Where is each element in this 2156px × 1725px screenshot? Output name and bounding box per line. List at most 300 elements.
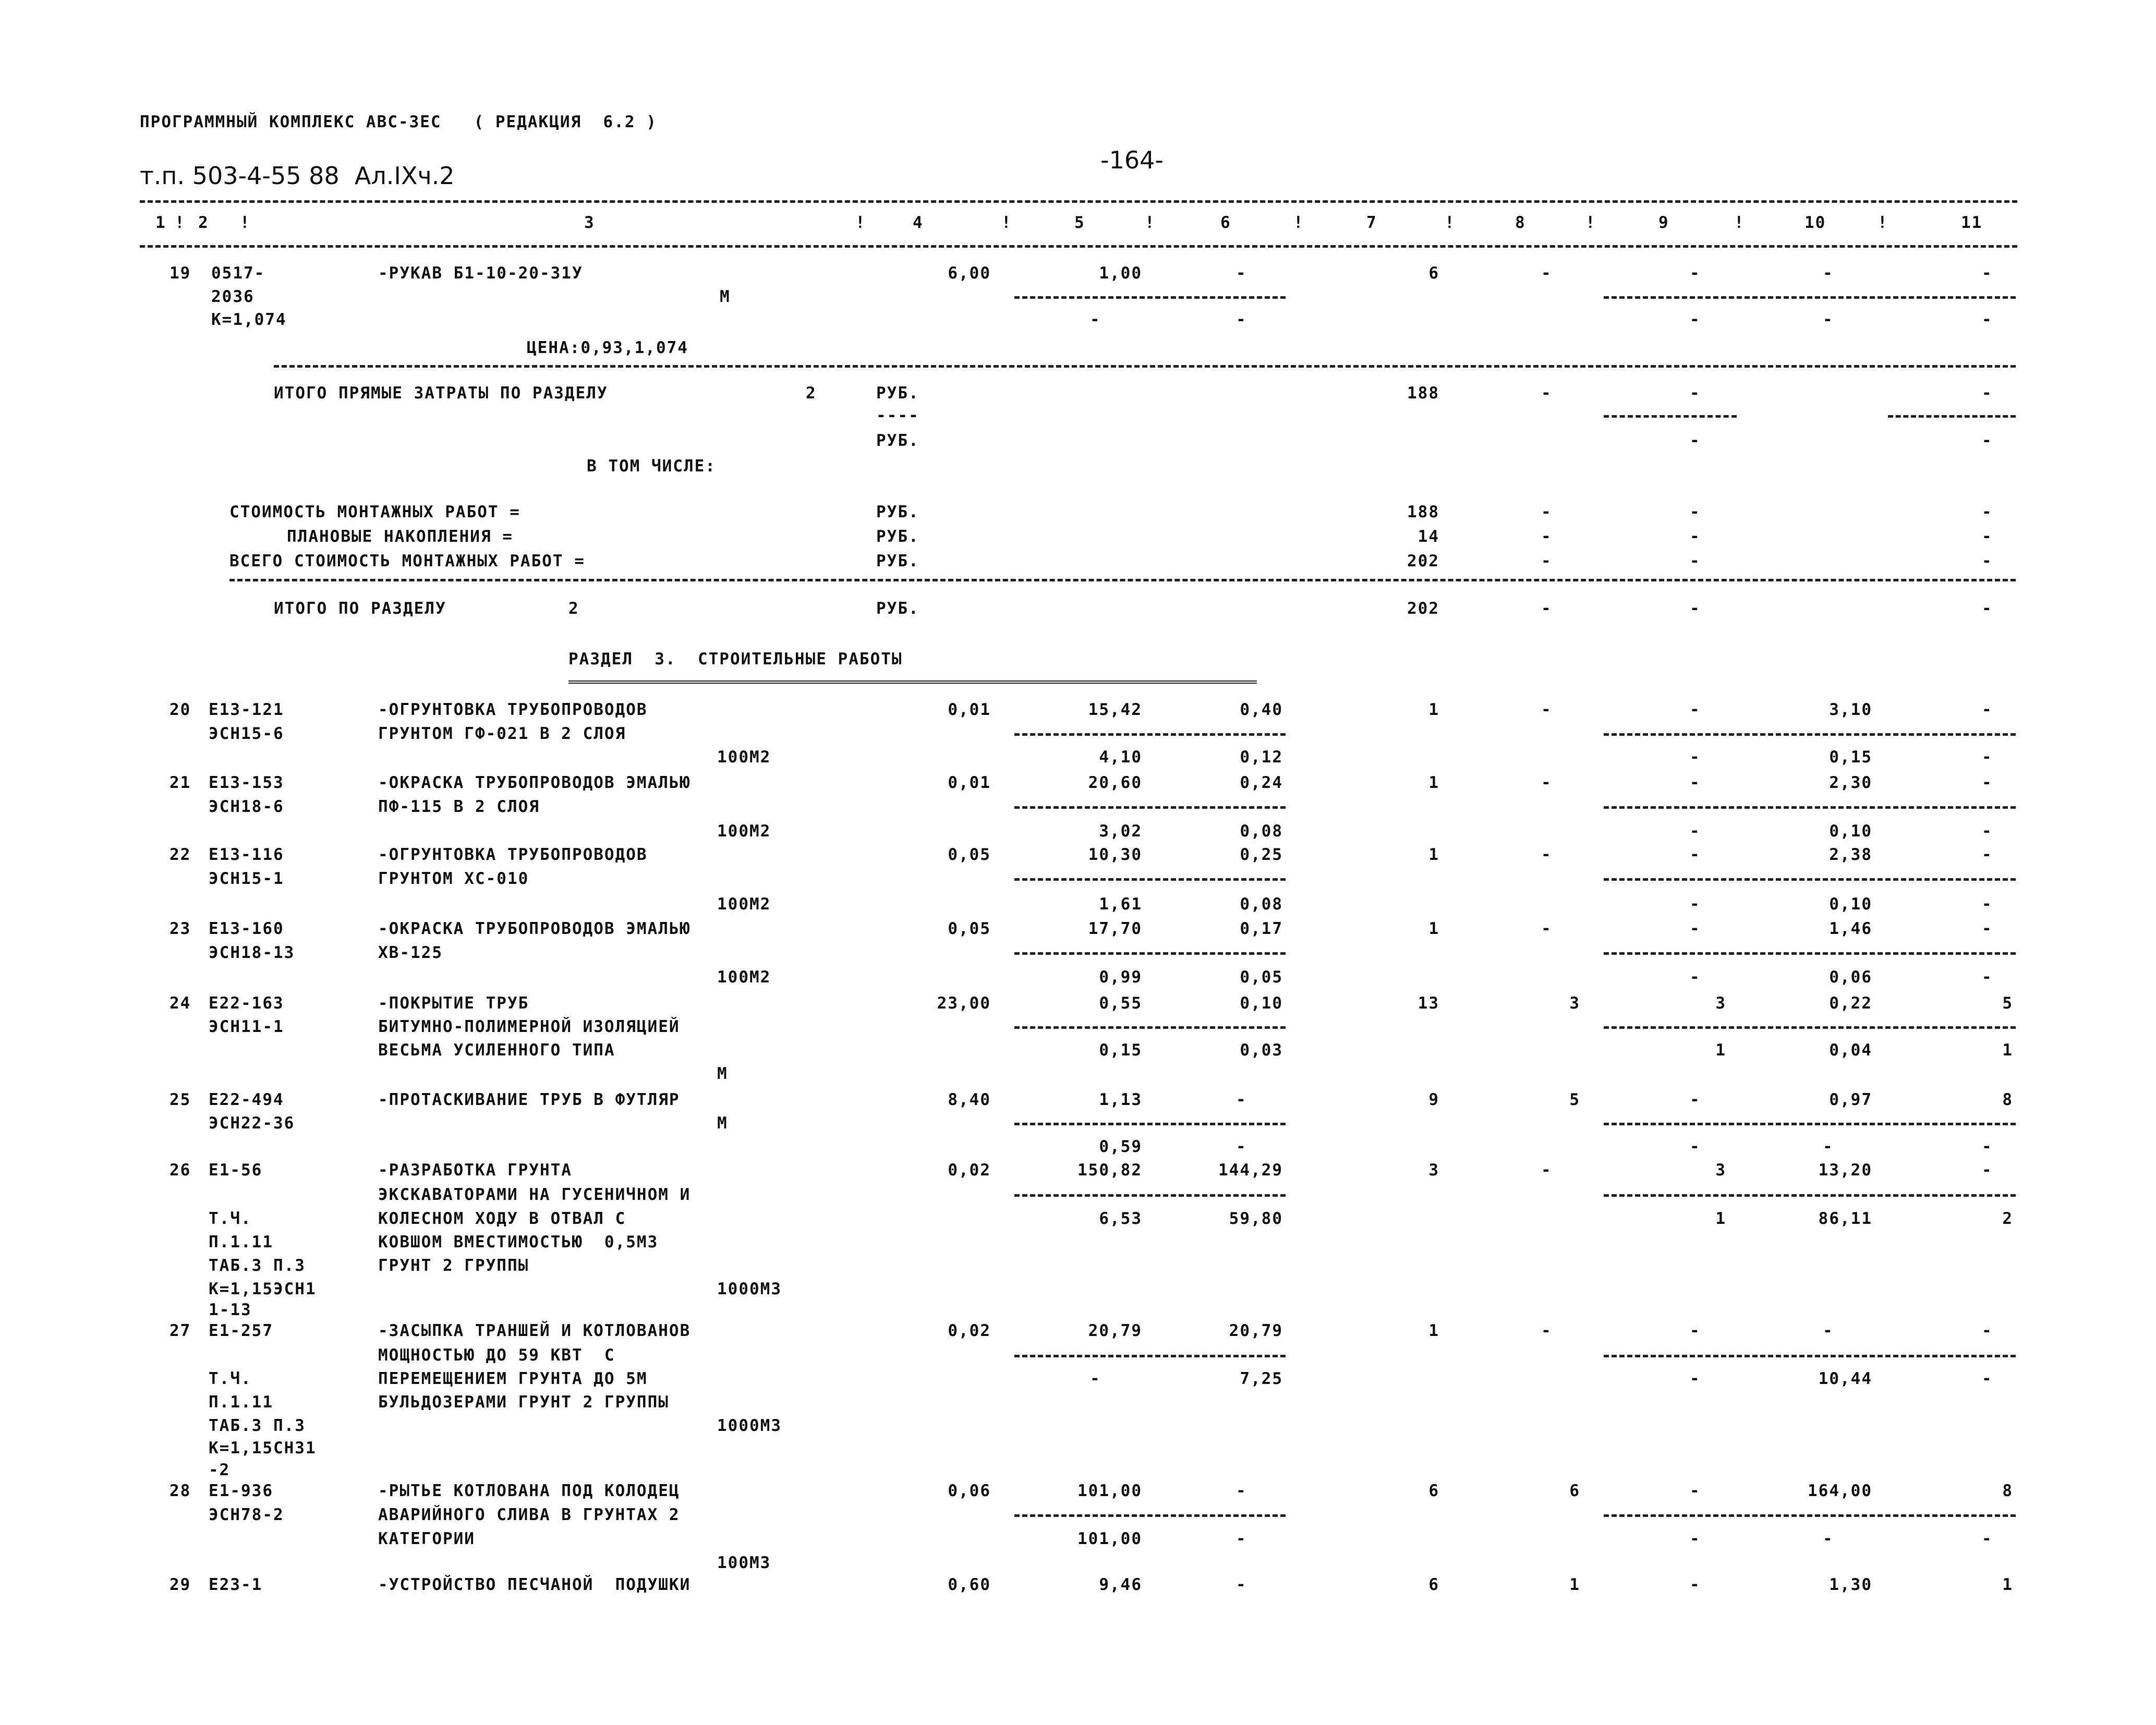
row-c10b: 0,06 xyxy=(1829,968,1872,987)
row-c6: 144,29 xyxy=(1218,1161,1283,1180)
col-header-5: 5 xyxy=(1074,213,1085,232)
row-c5: 9,46 xyxy=(1099,1575,1142,1594)
row-code: Е13-153 xyxy=(209,773,284,792)
row-c10: 2,30 xyxy=(1829,773,1872,792)
row-code2: ЭСН78-2 xyxy=(209,1505,284,1524)
row-qty: 8,40 xyxy=(948,1090,991,1109)
row-c9b: - xyxy=(1690,748,1701,767)
row-c8: - xyxy=(1541,1321,1552,1340)
divider xyxy=(229,579,2016,581)
row-name: -ОГРУНТОВКА ТРУБОПРОВОДОВ xyxy=(378,700,648,719)
row-name: -ЗАСЫПКА ТРАНШЕЙ И КОТЛОВАНОВ xyxy=(378,1321,691,1340)
row-c6b: - xyxy=(1236,310,1247,329)
row-c5b: 4,10 xyxy=(1099,748,1142,767)
row-qty: 0,05 xyxy=(948,919,991,938)
cell-divider xyxy=(1604,1194,2016,1197)
row-c8: 5 xyxy=(1569,1090,1580,1109)
row-c10b: - xyxy=(1823,1529,1834,1548)
row-num: 26 xyxy=(169,1161,191,1180)
row-code2: ЭСН18-13 xyxy=(209,943,295,962)
sum-c9: - xyxy=(1690,503,1701,521)
row-c6b: - xyxy=(1236,1137,1247,1156)
sum-unit: РУБ. xyxy=(876,527,919,546)
cell-divider xyxy=(1014,296,1286,299)
row-name4: БУЛЬДОЗЕРАМИ ГРУНТ 2 ГРУППЫ xyxy=(378,1393,669,1412)
row-c7: 1 xyxy=(1428,700,1439,719)
cell-divider xyxy=(1014,1355,1286,1357)
sum-c8: - xyxy=(1541,503,1552,521)
section-underline xyxy=(568,681,1257,684)
sum-label: ПЛАНОВЫЕ НАКОПЛЕНИЯ = xyxy=(287,527,513,546)
row-c10b: 10,44 xyxy=(1818,1369,1872,1388)
row-code2: ЭСН15-1 xyxy=(209,869,284,888)
total-c7: 188 xyxy=(1407,384,1439,403)
row-num: 24 xyxy=(169,994,191,1013)
row-num: 22 xyxy=(169,845,191,864)
cell-divider xyxy=(1604,1514,2016,1517)
row-c5: 15,42 xyxy=(1088,700,1142,719)
row-name2: БИТУМНО-ПОЛИМЕРНОЙ ИЗОЛЯЦИЕЙ xyxy=(378,1017,680,1036)
row-c10: 13,20 xyxy=(1818,1161,1872,1180)
row-c7: 1 xyxy=(1428,845,1439,864)
row-c6b: 59,80 xyxy=(1229,1209,1283,1228)
total-c9: - xyxy=(1690,384,1701,403)
row-code2: ЭСН22-36 xyxy=(209,1114,295,1133)
col-sep: ! xyxy=(175,213,186,232)
row-name2: МОЩНОСТЬЮ ДО 59 КВТ С xyxy=(378,1346,615,1365)
row-c6b: 7,25 xyxy=(1240,1369,1283,1388)
row-c11b: - xyxy=(1982,1369,1993,1388)
cell-divider xyxy=(1604,952,2016,955)
row-code: Е22-163 xyxy=(209,994,284,1013)
row-c9: - xyxy=(1690,1575,1701,1594)
row-c6: - xyxy=(1236,1090,1247,1109)
row-name: -РЫТЬЕ КОТЛОВАНА ПОД КОЛОДЕЦ xyxy=(378,1481,680,1500)
col-header-11: 11 xyxy=(1961,213,1983,232)
row-name: -УСТРОЙСТВО ПЕСЧАНОЙ ПОДУШКИ xyxy=(378,1575,691,1594)
row-c10b: 0,10 xyxy=(1829,822,1872,841)
total-unit: РУБ. xyxy=(876,384,919,403)
row-c11b: - xyxy=(1982,310,1993,329)
cell-divider xyxy=(1604,878,2016,881)
col-sep: ! xyxy=(1001,213,1012,232)
sum-c7: 14 xyxy=(1418,527,1439,546)
row-name5: ГРУНТ 2 ГРУППЫ xyxy=(378,1256,529,1275)
col-sep: ! xyxy=(1585,213,1596,232)
row-code: Е1-936 xyxy=(209,1481,273,1500)
cell-divider xyxy=(1604,1026,2016,1029)
col-sep: ! xyxy=(1445,213,1456,232)
row-c6b: - xyxy=(1236,1529,1247,1548)
row-code2: 2036 xyxy=(211,287,255,306)
row-c10: - xyxy=(1823,1321,1834,1340)
row-c8: 3 xyxy=(1569,994,1580,1013)
total-unit: РУБ. xyxy=(876,599,919,618)
row-c5: 17,70 xyxy=(1088,919,1142,938)
row-code: Е1-56 xyxy=(209,1161,263,1180)
row-name3: КОЛЕСНОМ ХОДУ В ОТВАЛ С xyxy=(378,1209,626,1228)
row-qty: 0,02 xyxy=(948,1321,991,1340)
sum-c9: - xyxy=(1690,552,1701,570)
row-code4: ТАБ.3 П.3 xyxy=(209,1416,306,1435)
row-qty: 23,00 xyxy=(937,994,991,1013)
col-sep: ! xyxy=(1734,213,1745,232)
row-qty: 0,60 xyxy=(948,1575,991,1594)
total-c9: - xyxy=(1690,599,1701,618)
cell-divider xyxy=(1014,1514,1286,1517)
row-c5: 20,79 xyxy=(1088,1321,1142,1340)
section-heading: РАЗДЕЛ 3. СТРОИТЕЛЬНЫЕ РАБОТЫ xyxy=(568,650,903,669)
row-code: 0517- xyxy=(211,264,265,283)
row-c11: - xyxy=(1982,845,1993,864)
row-c10: 2,38 xyxy=(1829,845,1872,864)
row-c7: 6 xyxy=(1428,1481,1439,1500)
row-code2: ЭСН18-6 xyxy=(209,797,284,816)
row-name: -РУКАВ Б1-10-20-31У xyxy=(378,264,583,283)
row-c11b: 2 xyxy=(2002,1209,2013,1228)
row-unit: 1000М3 xyxy=(717,1416,782,1435)
col-sep: ! xyxy=(855,213,866,232)
row-code4: ТАБ.3 П.3 xyxy=(209,1256,306,1275)
row-name: -ОКРАСКА ТРУБОПРОВОДОВ ЭМАЛЬЮ xyxy=(378,919,691,938)
row-num: 19 xyxy=(169,264,191,283)
row-name3: КАТЕГОРИИ xyxy=(378,1529,475,1548)
row-c7: 9 xyxy=(1428,1090,1439,1109)
row-c11b: - xyxy=(1982,1137,1993,1156)
row-c6: - xyxy=(1236,1481,1247,1500)
row-c6: 0,17 xyxy=(1240,919,1283,938)
row-name2: ГРУНТОМ ХС-010 xyxy=(378,869,529,888)
row-name: -ПРОТАСКИВАНИЕ ТРУБ В ФУТЛЯР xyxy=(378,1090,680,1109)
cell-divider xyxy=(1014,1194,1286,1197)
cell-divider xyxy=(1014,1123,1286,1125)
row-c8: 6 xyxy=(1569,1481,1580,1500)
sum-label: ВСЕГО СТОИМОСТЬ МОНТАЖНЫХ РАБОТ = xyxy=(229,552,585,570)
row-c11: - xyxy=(1982,1161,1993,1180)
col-header-10: 10 xyxy=(1804,213,1826,232)
row-c10b: - xyxy=(1823,310,1834,329)
row-c9: 3 xyxy=(1715,1161,1726,1180)
cell-divider xyxy=(1014,952,1286,955)
row-c9b: - xyxy=(1690,822,1701,841)
row-c5: 10,30 xyxy=(1088,845,1142,864)
col-header-2: 2 xyxy=(198,213,209,232)
row-c10: - xyxy=(1823,264,1834,283)
row-c5: 150,82 xyxy=(1077,1161,1142,1180)
total-c7: 202 xyxy=(1407,599,1439,618)
row-c9b: - xyxy=(1690,1369,1701,1388)
sum-c8: - xyxy=(1541,527,1552,546)
row-unit: М xyxy=(717,1114,728,1133)
sum-c11: - xyxy=(1982,503,1993,521)
row-c6b: 0,12 xyxy=(1240,748,1283,767)
row-c10: 164,00 xyxy=(1808,1481,1872,1500)
cell-divider xyxy=(1014,733,1286,736)
row-name: -ПОКРЫТИЕ ТРУБ xyxy=(378,994,529,1013)
divider xyxy=(274,365,2016,368)
cell-divider xyxy=(1604,733,2016,736)
cell-divider xyxy=(1604,296,2016,299)
row-qty: 0,01 xyxy=(948,700,991,719)
row-c11: - xyxy=(1982,773,1993,792)
row-qty: 0,02 xyxy=(948,1161,991,1180)
row-num: 25 xyxy=(169,1090,191,1109)
row-num: 20 xyxy=(169,700,191,719)
row-c5b: 0,15 xyxy=(1099,1041,1142,1060)
row-unit: 100М2 xyxy=(717,748,771,767)
cell-divider xyxy=(1014,806,1286,809)
row-c10: 0,22 xyxy=(1829,994,1872,1013)
row-c5b: 6,53 xyxy=(1099,1209,1142,1228)
row-c5b: 0,99 xyxy=(1099,968,1142,987)
row-c6: 20,79 xyxy=(1229,1321,1283,1340)
row-num: 21 xyxy=(169,773,191,792)
row-unit: 100М2 xyxy=(717,968,771,987)
row-code: Е13-160 xyxy=(209,919,284,938)
row-c7: 1 xyxy=(1428,919,1439,938)
row-c5b: 3,02 xyxy=(1099,822,1142,841)
doc-reference: т.п. 503-4-55 88 Ал.IXч.2 xyxy=(140,162,455,190)
row-code5: К=1,15ЭСН1 xyxy=(209,1280,317,1298)
total-label: ИТОГО ПРЯМЫЕ ЗАТРАТЫ ПО РАЗДЕЛУ xyxy=(274,384,608,403)
row-qty: 0,01 xyxy=(948,773,991,792)
row-c5b: 101,00 xyxy=(1077,1529,1142,1548)
row-c10b: - xyxy=(1823,1137,1834,1156)
row-c5: 1,13 xyxy=(1099,1090,1142,1109)
col-sep: ! xyxy=(1145,213,1156,232)
col-sep: ! xyxy=(1293,213,1304,232)
cell-divider xyxy=(1604,415,1737,418)
row-c11: - xyxy=(1982,1321,1993,1340)
row-c9b: 1 xyxy=(1715,1041,1726,1060)
col-header-4: 4 xyxy=(913,213,924,232)
row-unit: 100М3 xyxy=(717,1553,771,1572)
cell-divider xyxy=(1888,415,2016,418)
total-unit-dash: ---- xyxy=(876,406,919,425)
row-c9b: 1 xyxy=(1715,1209,1726,1228)
total-c9b: - xyxy=(1690,431,1701,450)
sum-label: СТОИМОСТЬ МОНТАЖНЫХ РАБОТ = xyxy=(229,503,520,521)
row-c5b: - xyxy=(1090,1369,1101,1388)
row-c11: 5 xyxy=(2002,994,2013,1013)
row-c7: 1 xyxy=(1428,1321,1439,1340)
row-c9: - xyxy=(1690,264,1701,283)
row-code3: П.1.11 xyxy=(209,1233,273,1252)
row-code6: 1-13 xyxy=(209,1301,252,1319)
row-unit: 100М2 xyxy=(717,895,771,914)
col-sep: ! xyxy=(1878,213,1888,232)
row-c6b: 0,05 xyxy=(1240,968,1283,987)
row-code3: П.1.11 xyxy=(209,1393,273,1412)
price-line: ЦЕНА:0,93,1,074 xyxy=(527,338,688,357)
total-c11b: - xyxy=(1982,431,1993,450)
row-c5: 0,55 xyxy=(1099,994,1142,1013)
row-c11: 8 xyxy=(2002,1090,2013,1109)
col-header-9: 9 xyxy=(1658,213,1669,232)
row-c11: - xyxy=(1982,700,1993,719)
row-c9b: - xyxy=(1690,310,1701,329)
row-name3: ВЕСЬМА УСИЛЕННОГО ТИПА xyxy=(378,1041,615,1060)
row-name2: ЭКСКАВАТОРАМИ НА ГУСЕНИЧНОМ И xyxy=(378,1185,691,1204)
row-code: Е13-121 xyxy=(209,700,284,719)
row-c5b: - xyxy=(1090,310,1101,329)
row-name: -РАЗРАБОТКА ГРУНТА xyxy=(378,1161,572,1180)
row-unit: М xyxy=(720,287,731,306)
row-c5: 20,60 xyxy=(1088,773,1142,792)
col-header-1: 1 xyxy=(155,213,166,232)
row-c10: 3,10 xyxy=(1829,700,1872,719)
row-c10b: 86,11 xyxy=(1818,1209,1872,1228)
sum-c11: - xyxy=(1982,527,1993,546)
row-c11: - xyxy=(1982,919,1993,938)
row-code6: -2 xyxy=(209,1461,231,1479)
row-c10: 1,46 xyxy=(1829,919,1872,938)
row-c9: - xyxy=(1690,700,1701,719)
row-code: Е13-116 xyxy=(209,845,284,864)
row-c6b: 0,08 xyxy=(1240,895,1283,914)
row-unit: 1000М3 xyxy=(717,1280,782,1298)
row-code3: К=1,074 xyxy=(211,310,287,329)
row-unit: М xyxy=(717,1064,728,1083)
row-c11b: 1 xyxy=(2002,1041,2013,1060)
row-code2: ЭСН15-6 xyxy=(209,724,284,743)
row-c6b: 0,08 xyxy=(1240,822,1283,841)
row-c11: 1 xyxy=(2002,1575,2013,1594)
row-name: -ОГРУНТОВКА ТРУБОПРОВОДОВ xyxy=(378,845,648,864)
row-c6: - xyxy=(1236,1575,1247,1594)
row-name3: ПЕРЕМЕЩЕНИЕМ ГРУНТА ДО 5М xyxy=(378,1369,648,1388)
sum-c7: 188 xyxy=(1407,503,1439,521)
row-c9b: - xyxy=(1690,895,1701,914)
col-header-7: 7 xyxy=(1366,213,1377,232)
total-unit2: РУБ. xyxy=(876,431,919,450)
col-header-8: 8 xyxy=(1515,213,1526,232)
row-c8: - xyxy=(1541,845,1552,864)
page-number: -164- xyxy=(1100,146,1164,174)
total-section: 2 xyxy=(806,384,817,403)
row-c9: - xyxy=(1690,1321,1701,1340)
row-c5b: 1,61 xyxy=(1099,895,1142,914)
subtotal-heading: В ТОМ ЧИСЛЕ: xyxy=(587,457,716,476)
row-c8: - xyxy=(1541,700,1552,719)
row-c9b: - xyxy=(1690,1529,1701,1548)
total-section: 2 xyxy=(568,599,579,618)
row-c11b: - xyxy=(1982,895,1993,914)
row-unit: 100М2 xyxy=(717,822,771,841)
row-qty: 0,05 xyxy=(948,845,991,864)
sum-unit: РУБ. xyxy=(876,552,919,570)
row-c9: 3 xyxy=(1715,994,1726,1013)
row-c6b: 0,03 xyxy=(1240,1041,1283,1060)
row-num: 28 xyxy=(169,1481,191,1500)
row-c9b: - xyxy=(1690,968,1701,987)
divider xyxy=(140,200,2017,203)
row-name2: ПФ-115 В 2 СЛОЯ xyxy=(378,797,540,816)
sum-c9: - xyxy=(1690,527,1701,546)
sum-c7: 202 xyxy=(1407,552,1439,570)
sum-unit: РУБ. xyxy=(876,503,919,521)
program-header: ПРОГРАММНЫЙ КОМПЛЕКС АВС-ЗЕС ( РЕДАКЦИЯ 6.2 ) xyxy=(140,113,657,131)
row-num: 29 xyxy=(169,1575,191,1594)
row-c9: - xyxy=(1690,1090,1701,1109)
row-c8: - xyxy=(1541,264,1552,283)
sum-c11: - xyxy=(1982,552,1993,570)
row-qty: 0,06 xyxy=(948,1481,991,1500)
row-c6: 0,10 xyxy=(1240,994,1283,1013)
col-sep: ! xyxy=(240,213,251,232)
row-c7: 3 xyxy=(1428,1161,1439,1180)
col-header-6: 6 xyxy=(1220,213,1231,232)
row-code2: ЭСН11-1 xyxy=(209,1017,284,1036)
row-qty: 6,00 xyxy=(948,264,991,283)
cell-divider xyxy=(1604,806,2016,809)
row-c8: - xyxy=(1541,1161,1552,1180)
row-c7: 1 xyxy=(1428,773,1439,792)
row-c10b: 0,10 xyxy=(1829,895,1872,914)
total-c11: - xyxy=(1982,384,1993,403)
total-c8: - xyxy=(1541,599,1552,618)
row-c9: - xyxy=(1690,919,1701,938)
row-c9: - xyxy=(1690,845,1701,864)
row-c7: 6 xyxy=(1428,264,1439,283)
row-name4: КОВШОМ ВМЕСТИМОСТЬЮ 0,5М3 xyxy=(378,1233,659,1252)
total-c8: - xyxy=(1541,384,1552,403)
row-c6: 0,40 xyxy=(1240,700,1283,719)
row-c6: 0,24 xyxy=(1240,773,1283,792)
sum-c8: - xyxy=(1541,552,1552,570)
row-c6: - xyxy=(1236,264,1247,283)
row-code5: К=1,15СН31 xyxy=(209,1439,317,1457)
row-c6: 0,25 xyxy=(1240,845,1283,864)
row-code2: Т.Ч. xyxy=(209,1369,252,1388)
total-c11: - xyxy=(1982,599,1993,618)
row-c11b: - xyxy=(1982,1529,1993,1548)
row-c7: 13 xyxy=(1418,994,1439,1013)
row-code2: Т.Ч. xyxy=(209,1209,252,1228)
row-c7: 6 xyxy=(1428,1575,1439,1594)
row-c5: 101,00 xyxy=(1077,1481,1142,1500)
row-name: -ОКРАСКА ТРУБОПРОВОДОВ ЭМАЛЬЮ xyxy=(378,773,691,792)
row-num: 27 xyxy=(169,1321,191,1340)
row-c10b: 0,04 xyxy=(1829,1041,1872,1060)
row-c8: - xyxy=(1541,773,1552,792)
row-name2: АВАРИЙНОГО СЛИВА В ГРУНТАХ 2 xyxy=(378,1505,680,1524)
col-header-3: 3 xyxy=(584,213,595,232)
row-c8: - xyxy=(1541,919,1552,938)
total-label: ИТОГО ПО РАЗДЕЛУ xyxy=(274,599,446,618)
row-name2: ХВ-125 xyxy=(378,943,443,962)
row-c9b: - xyxy=(1690,1137,1701,1156)
row-num: 23 xyxy=(169,919,191,938)
row-c9: - xyxy=(1690,773,1701,792)
row-c10b: 0,15 xyxy=(1829,748,1872,767)
row-name2: ГРУНТОМ ГФ-021 В 2 СЛОЯ xyxy=(378,724,626,743)
row-c11: 8 xyxy=(2002,1481,2013,1500)
row-c10: 1,30 xyxy=(1829,1575,1872,1594)
row-code: Е22-494 xyxy=(209,1090,284,1109)
row-c8: 1 xyxy=(1569,1575,1580,1594)
row-c11b: - xyxy=(1982,748,1993,767)
cell-divider xyxy=(1604,1355,2016,1357)
row-c11b: - xyxy=(1982,968,1993,987)
row-c11b: - xyxy=(1982,822,1993,841)
row-code: Е23-1 xyxy=(209,1575,263,1594)
row-c10: 0,97 xyxy=(1829,1090,1872,1109)
row-c5: 1,00 xyxy=(1099,264,1142,283)
row-c11: - xyxy=(1982,264,1993,283)
cell-divider xyxy=(1604,1123,2016,1125)
cell-divider xyxy=(1014,878,1286,881)
